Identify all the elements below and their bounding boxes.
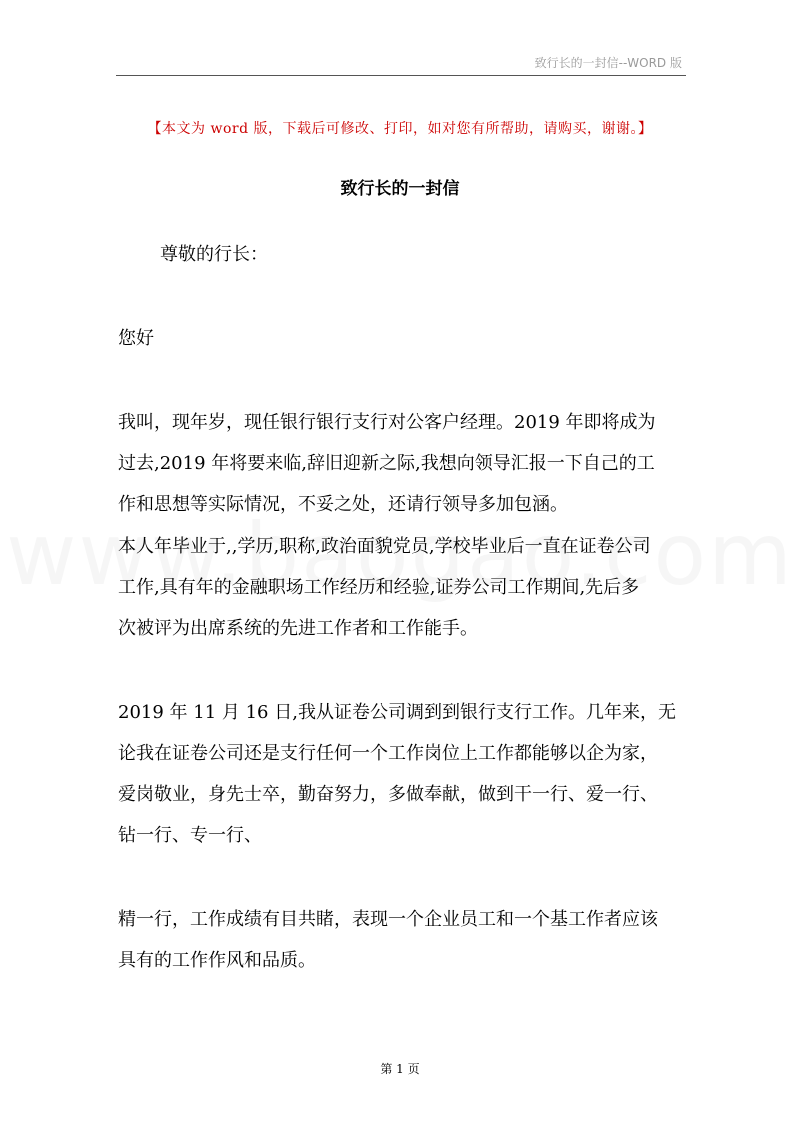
page-number: 第 1 页 xyxy=(380,1062,420,1076)
paragraph-3-line-2: 论我在证卷公司还是支行任何一个工作岗位上工作都能够以企为家， xyxy=(118,743,658,764)
paragraph-2-line-2: 工作,具有年的金融职场工作经历和经验,证券公司工作期间,先后多 xyxy=(118,577,640,598)
paragraph-4-line-1: 精一行，工作成绩有目共睹，表现一个企业员工和一个基工作者应该 xyxy=(118,909,658,930)
download-notice: 【本文为 word 版，下载后可修改、打印，如对您有所帮助，请购买，谢谢。】 xyxy=(147,121,653,137)
paragraph-3-line-1: 2019 年 11 月 16 日,我从证卷公司调到到银行支行工作。几年来，无 xyxy=(118,702,676,723)
paragraph-1-line-3: 作和思想等实际情况，不妥之处，还请行领导多加包涵。 xyxy=(118,494,568,515)
greeting: 您好 xyxy=(118,328,154,349)
paragraph-1-line-2: 过去,2019 年将要来临,辞旧迎新之际,我想向领导汇报一下自己的工 xyxy=(118,453,655,474)
paragraph-3-line-3: 爱岗敬业，身先士卒，勤奋努力，多做奉献，做到干一行、爱一行、 xyxy=(118,784,658,805)
paragraph-2-line-1: 本人年毕业于,,学历,职称,政治面貌党员,学校毕业后一直在证卷公司 xyxy=(118,536,651,557)
paragraph-2-line-3: 次被评为出席系统的先进工作者和工作能手。 xyxy=(118,618,478,639)
salutation: 尊敬的行长： xyxy=(160,244,268,265)
header-rule xyxy=(116,75,686,76)
paragraph-3-line-4: 钻一行、专一行、 xyxy=(118,825,262,846)
document-title: 致行长的一封信 xyxy=(340,179,460,199)
paragraph-1-line-1: 我叫，现年岁，现任银行银行支行对公客户经理。2019 年即将成为 xyxy=(118,412,656,433)
paragraph-4-line-2: 具有的工作作风和品质。 xyxy=(118,950,316,971)
header-running-title: 致行长的一封信--WORD 版 xyxy=(534,56,682,70)
